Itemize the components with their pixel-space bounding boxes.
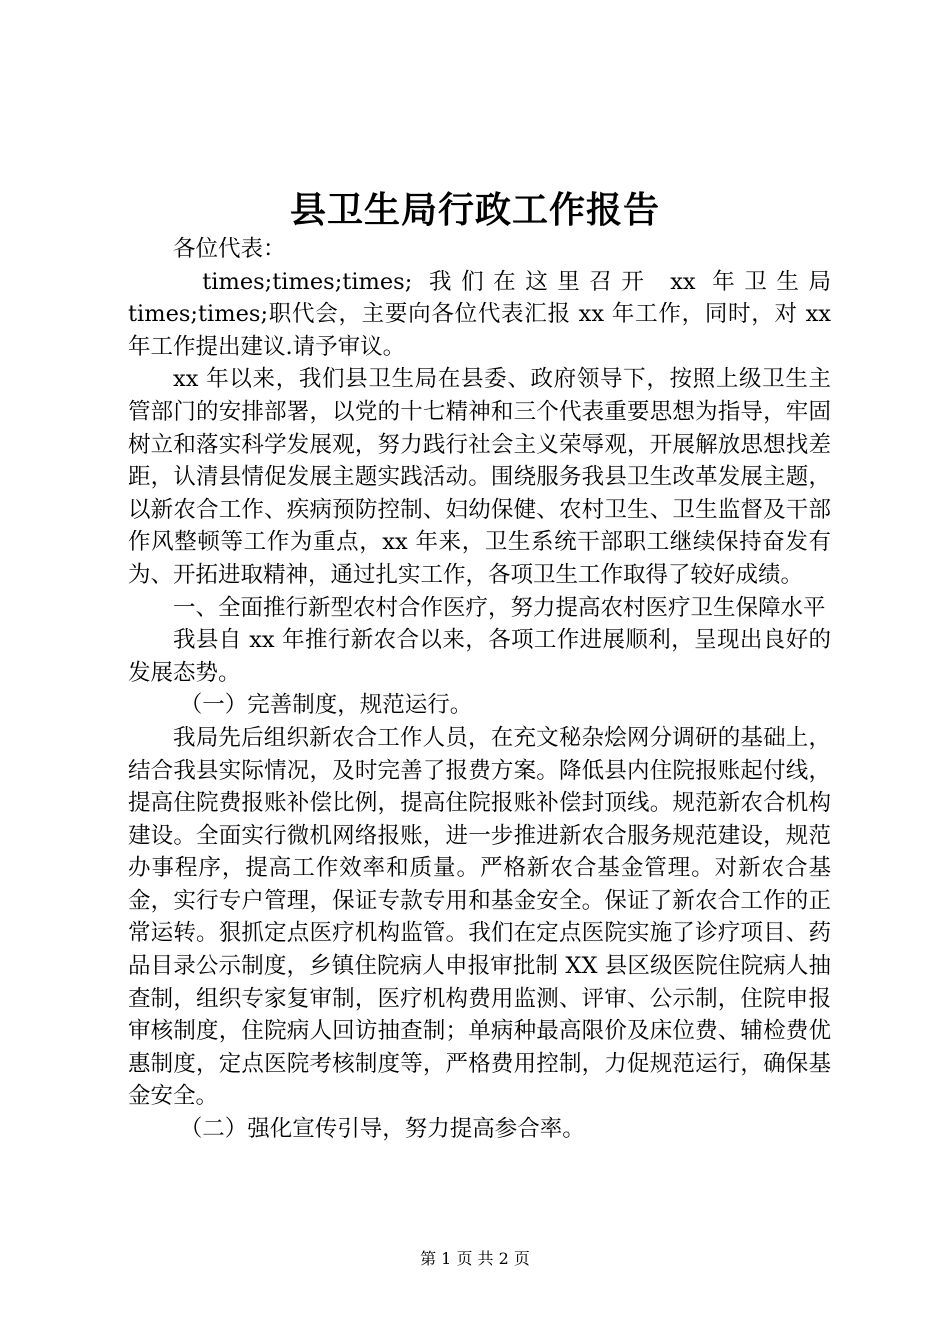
intro-paragraph: times;times;times; 我们在这里召开 xx 年卫生局 times;times;职代会，主要向各位代表汇报 xx 年工作，同时，对 xx 年工作提出建议.请予审议。 (128, 268, 831, 360)
salutation-paragraph: 各位代表： (173, 236, 286, 262)
overview-paragraph: xx 年以来，我们县卫生局在县委、政府领导下，按照上级卫生主管部门的安排部署，以党的十七精神和三个代表重要思想为指导，牢固树立和落实科学发展观，努力践行社会主义荣辱观，开展解放思想找差距，认清县情促发展主题实践活动。围绕服务我县卫生改革发展主题，以新农合工作、疾病预防控制、妇幼保健、农村卫生、卫生监督及干部作风整顿等工作为重点，xx 年来，卫生系统干部职工继续保持奋发有为、开拓进取精神，通过扎实工作，各项卫生工作取得了较好成绩。 (128, 366, 831, 588)
subsection-heading-1: （一）完善制度，规范运行。 (179, 692, 473, 719)
subsection-heading-2: （二）强化宣传引导，努力提高参合率。 (179, 1116, 585, 1143)
page-footer: 第 1 页 共 2 页 (420, 1249, 530, 1268)
section-1-paragraph: 我县自 xx 年推行新农合以来，各项工作进展顺利，呈现出良好的发展态势。 (128, 627, 831, 686)
document-body (128, 233, 831, 1146)
subsection-1-paragraph: 我局先后组织新农合工作人员，在充文秘杂烩网分调研的基础上，结合我县实际情况，及时完善了报费方案。降低县内住院报账起付线，提高住院费报账补偿比例，提高住院报账补偿封顶线。规范新农合机构建设。全面实行微机网络报账，进一步推进新农合服务规范建设，规范办事程序，提高工作效率和质量。严格新农合基金管理。对新农合基金，实行专户管理，保证专款专用和基金安全。保证了新农合工作的正常运转。狠抓定点医疗机构监管。我们在定点医院实施了诊疗项目、药品目录公示制度，乡镇住院病人申报审批制 XX 县区级医院住院病人抽查制，组织专家复审制，医疗机构费用监测、评审、公示制，住院申报审核制度，住院病人回访抽查制；单病种最高限价及床位费、辅检费优惠制度，定点医院考核制度等，严格费用控制，力促规范运行，确保基金安全。 (128, 724, 831, 1110)
document-title: 县卫生局行政工作报告 (289, 189, 660, 231)
section-heading-1: 一、全面推行新型农村合作医疗，努力提高农村医疗卫生保障水平 (173, 594, 826, 621)
